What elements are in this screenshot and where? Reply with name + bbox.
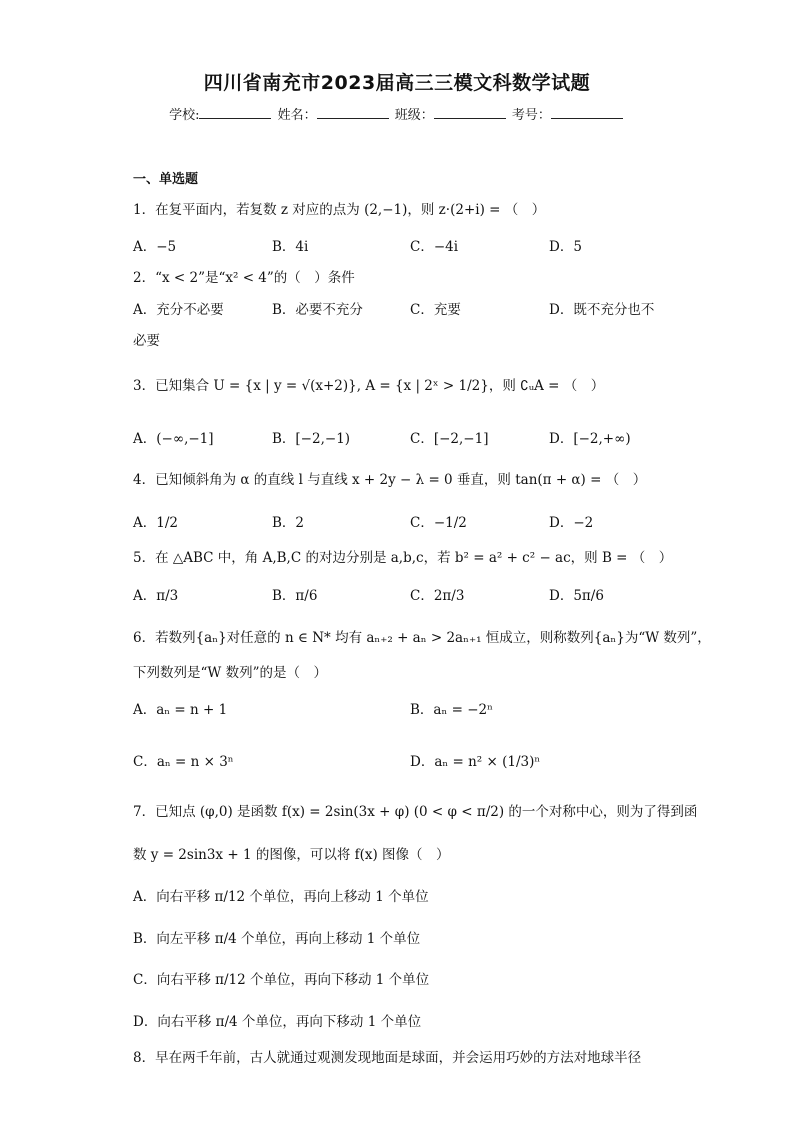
q1-option-c: C．−4i bbox=[410, 239, 459, 255]
q6-option-a: A．aₙ = n + 1 bbox=[133, 702, 228, 718]
q1-stem: 1．在复平面内，若复数 z 对应的点为 (2,−1)，则 z·(2+i) = （ ） bbox=[133, 202, 546, 218]
q7-option-a: A．向右平移 π/12 个单位，再向上移动 1 个单位 bbox=[133, 889, 429, 905]
q2-option-a: A．充分不必要 bbox=[133, 302, 224, 318]
q5-option-d: D．5π/6 bbox=[549, 588, 604, 604]
q3-option-d: D．[−2,+∞) bbox=[549, 431, 631, 447]
q3-option-c: C．[−2,−1] bbox=[410, 431, 489, 447]
q5-option-b: B．π/6 bbox=[272, 588, 318, 604]
q1-option-a: A．−5 bbox=[133, 239, 177, 255]
q4-option-a: A．1/2 bbox=[133, 515, 178, 531]
q4-option-c: C．−1/2 bbox=[410, 515, 467, 531]
q5-option-c: C．2π/3 bbox=[410, 588, 465, 604]
q8-stem: 8．早在两千年前，古人就通过观测发现地面是球面，并会运用巧妙的方法对地球半径 bbox=[133, 1050, 642, 1066]
q5-stem: 5．在 △ABC 中，角 A,B,C 的对边分别是 a,b,c，若 b² = a² + c² − ac，则 B = （ ） bbox=[133, 550, 673, 566]
q6-option-d: D．aₙ = n² × (1/3)ⁿ bbox=[410, 754, 541, 770]
q6-option-c: C．aₙ = n × 3ⁿ bbox=[133, 754, 234, 770]
name-label: 姓名： bbox=[277, 108, 317, 123]
exam-title: 四川省南充市2023届高三三模文科数学试题 bbox=[203, 72, 591, 94]
q3-option-b: B．[−2,−1) bbox=[272, 431, 351, 447]
q7-stem: 7．已知点 (φ,0) 是函数 f(x) = 2sin(3x + φ) (0 < φ < π/2) 的一个对称中心，则为了得到函 bbox=[133, 804, 698, 820]
student-info-line bbox=[0, 104, 794, 123]
q6-option-b: B．aₙ = −2ⁿ bbox=[410, 702, 493, 718]
q7-stem-line2: 数 y = 2sin3x + 1 的图像，可以将 f(x) 图像（ ） bbox=[133, 847, 450, 863]
q2-option-b: B．必要不充分 bbox=[272, 302, 363, 318]
q6-stem-line2: 下列数列是“W 数列”的是（ ） bbox=[133, 665, 327, 681]
school-label: 学校: bbox=[169, 108, 200, 123]
q4-option-d: D．−2 bbox=[549, 515, 594, 531]
section-heading: 一、单选题 bbox=[133, 172, 199, 187]
q7-option-b: B．向左平移 π/4 个单位，再向上移动 1 个单位 bbox=[133, 931, 421, 947]
class-blank bbox=[434, 106, 506, 119]
school-blank bbox=[199, 106, 271, 119]
q4-option-b: B．2 bbox=[272, 515, 305, 531]
q2-option-d-continued: 必要 bbox=[133, 333, 160, 349]
q6-stem: 6．若数列{aₙ}对任意的 n ∈ N* 均有 aₙ₊₂ + aₙ > 2aₙ₊₁ 恒成立，则称数列{aₙ}为“W 数列”， bbox=[133, 630, 711, 646]
q2-option-c: C．充要 bbox=[410, 302, 461, 318]
q3-option-a: A．(−∞,−1] bbox=[133, 431, 214, 447]
exam-no-label: 考号： bbox=[511, 108, 551, 123]
q2-stem: 2．“x < 2”是“x² < 4”的（ ）条件 bbox=[133, 270, 355, 286]
q5-option-a: A．π/3 bbox=[133, 588, 179, 604]
q7-option-c: C．向右平移 π/12 个单位，再向下移动 1 个单位 bbox=[133, 972, 430, 988]
q3-stem: 3．已知集合 U = {x | y = √(x+2)}, A = {x | 2ˣ > 1/2}，则 ∁ᵤA = （ ） bbox=[133, 378, 605, 394]
class-label: 班级： bbox=[394, 108, 434, 123]
q1-option-d: D．5 bbox=[549, 239, 582, 255]
name-blank bbox=[317, 106, 389, 119]
q7-option-d: D．向右平移 π/4 个单位，再向下移动 1 个单位 bbox=[133, 1014, 422, 1030]
q1-option-b: B．4i bbox=[272, 239, 309, 255]
q4-stem: 4．已知倾斜角为 α 的直线 l 与直线 x + 2y − λ = 0 垂直，则 tan(π + α) = （ ） bbox=[133, 472, 647, 488]
q2-option-d: D．既不充分也不 bbox=[549, 302, 655, 318]
exam-no-blank bbox=[551, 106, 623, 119]
